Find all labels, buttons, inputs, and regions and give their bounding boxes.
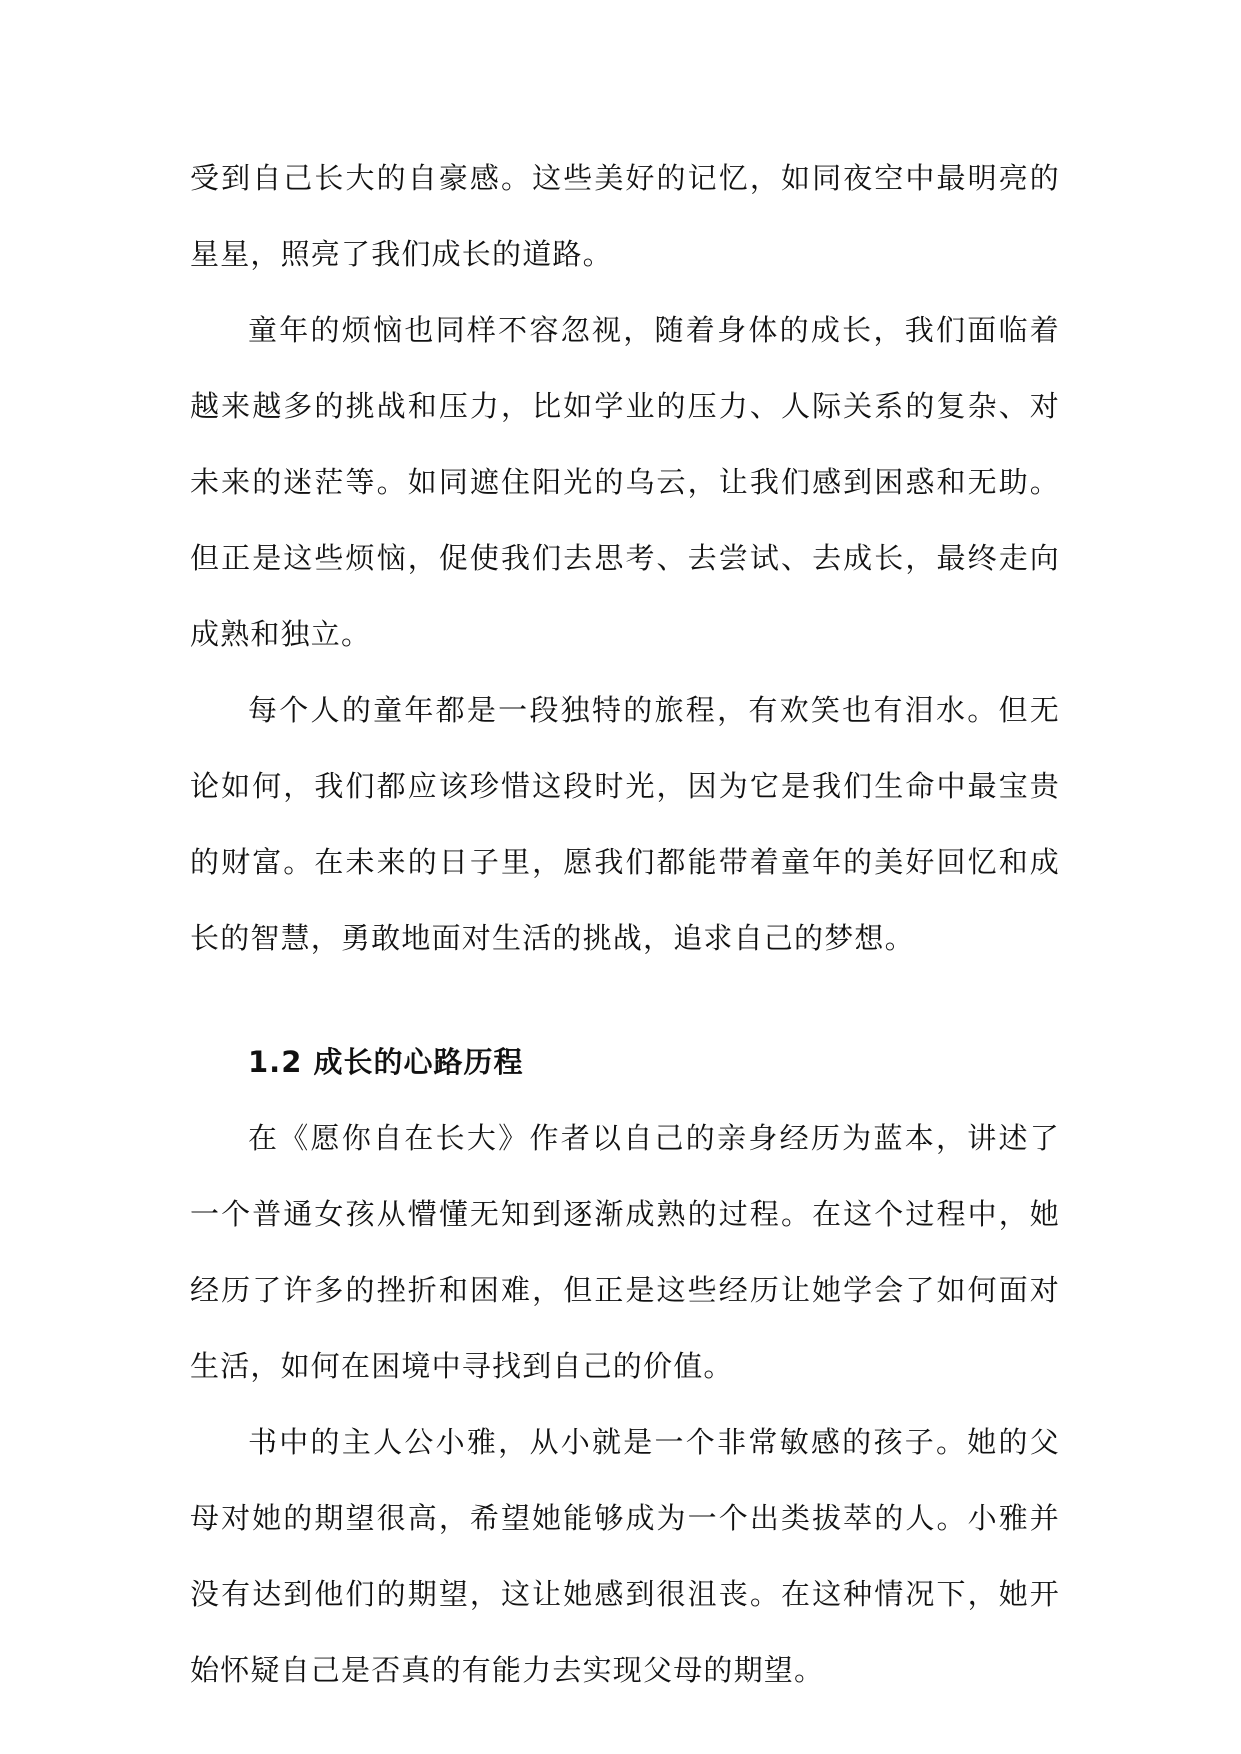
paragraph-childhood-worries: 童年的烦恼也同样不容忽视，随着身体的成长，我们面临着越来越多的挑战和压力，比如学业的压力、人际关系的复杂、对未来的迷茫等。如同遮住阳光的乌云，让我们感到困惑和无助。但正是这些烦恼，促使我们去思考、去尝试、去成长，最终走向成熟和独立。 <box>190 313 1060 651</box>
paragraph-book-intro: 在《愿你自在长大》作者以自己的亲身经历为蓝本，讲述了一个普通女孩从懵懂无知到逐渐成熟的过程。在这个过程中，她经历了许多的挫折和困难，但正是这些经历让她学会了如何面对生活，如何在困境中寻找到自己的价值。 <box>190 1121 1060 1383</box>
paragraph-continuation: 受到自己长大的自豪感。这些美好的记忆，如同夜空中最明亮的星星，照亮了我们成长的道路。 <box>190 161 1060 271</box>
document-body <box>190 140 1060 1708</box>
section-heading: 1.2 成长的心路历程 <box>248 1045 524 1079</box>
paragraph-protagonist: 书中的主人公小雅，从小就是一个非常敏感的孩子。她的父母对她的期望很高，希望她能够成为一个出类拔萃的人。小雅并没有达到他们的期望，这让她感到很沮丧。在这种情况下，她开始怀疑自己是否真的有能力去实现父母的期望。 <box>190 1425 1060 1687</box>
paragraph-cherish-childhood: 每个人的童年都是一段独特的旅程，有欢笑也有泪水。但无论如何，我们都应该珍惜这段时光，因为它是我们生命中最宝贵的财富。在未来的日子里，愿我们都能带着童年的美好回忆和成长的智慧，勇敢地面对生活的挑战，追求自己的梦想。 <box>190 693 1060 955</box>
